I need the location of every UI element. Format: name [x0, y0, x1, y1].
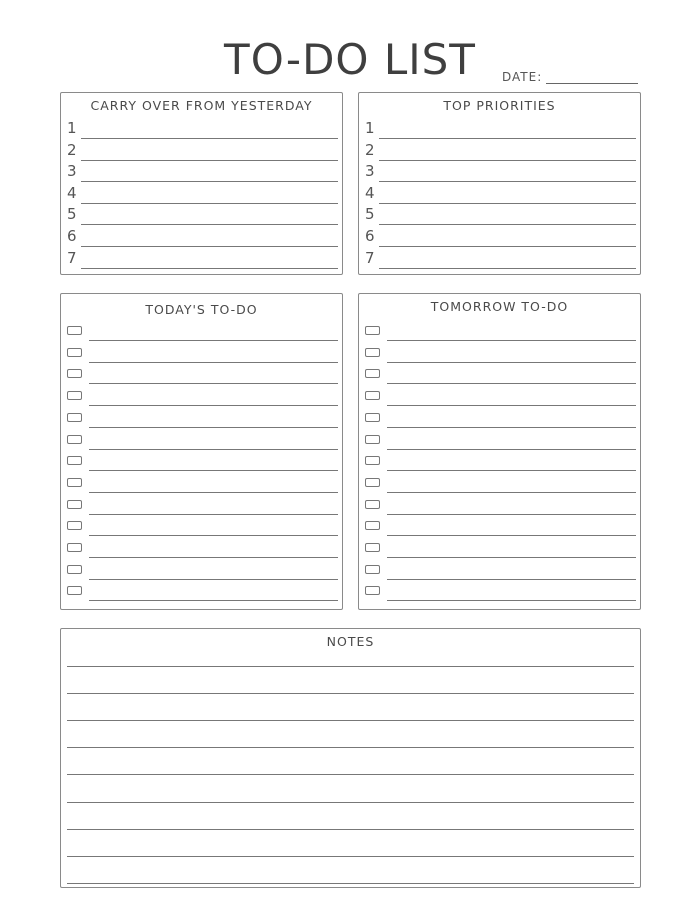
- task-line[interactable]: [89, 600, 338, 601]
- write-line[interactable]: [379, 224, 636, 225]
- task-line[interactable]: [89, 340, 338, 341]
- task-checkbox[interactable]: [67, 326, 82, 335]
- notes-line[interactable]: [67, 774, 634, 775]
- task-line[interactable]: [387, 470, 636, 471]
- task-line[interactable]: [387, 535, 636, 536]
- notes-line[interactable]: [67, 747, 634, 748]
- task-line[interactable]: [89, 383, 338, 384]
- todays-todo-section: [60, 293, 343, 610]
- carry-over-title: CARRY OVER FROM YESTERDAY: [90, 98, 313, 113]
- task-checkbox[interactable]: [67, 478, 82, 487]
- task-line[interactable]: [89, 427, 338, 428]
- write-line[interactable]: [81, 181, 338, 182]
- tomorrow-todo-title: TOMORROW TO-DO: [430, 299, 569, 314]
- date-line: [546, 71, 638, 84]
- task-checkbox[interactable]: [365, 521, 380, 530]
- date-label: DATE:: [502, 70, 543, 84]
- line-number: 6: [365, 227, 375, 245]
- task-checkbox[interactable]: [365, 326, 380, 335]
- task-line[interactable]: [89, 449, 338, 450]
- task-line[interactable]: [387, 492, 636, 493]
- notes-line[interactable]: [67, 883, 634, 884]
- write-line[interactable]: [81, 138, 338, 139]
- task-checkbox[interactable]: [67, 413, 82, 422]
- write-line[interactable]: [81, 160, 338, 161]
- task-checkbox[interactable]: [365, 456, 380, 465]
- task-checkbox[interactable]: [67, 586, 82, 595]
- task-line[interactable]: [387, 405, 636, 406]
- task-checkbox[interactable]: [365, 500, 380, 509]
- task-line[interactable]: [387, 383, 636, 384]
- task-line[interactable]: [387, 579, 636, 580]
- line-number: 6: [67, 227, 77, 245]
- line-number: 3: [67, 162, 77, 181]
- task-line[interactable]: [89, 405, 338, 406]
- task-checkbox[interactable]: [67, 500, 82, 509]
- task-checkbox[interactable]: [365, 391, 380, 400]
- task-line[interactable]: [89, 535, 338, 536]
- task-line[interactable]: [387, 427, 636, 428]
- task-line[interactable]: [89, 492, 338, 493]
- notes-line[interactable]: [67, 829, 634, 830]
- notes-line[interactable]: [67, 666, 634, 667]
- task-checkbox[interactable]: [67, 565, 82, 574]
- task-line[interactable]: [89, 557, 338, 558]
- task-line[interactable]: [387, 449, 636, 450]
- task-line[interactable]: [387, 340, 636, 341]
- line-number: 7: [365, 248, 375, 267]
- tomorrow-todo-section: [358, 293, 641, 610]
- task-checkbox[interactable]: [67, 435, 82, 444]
- task-line[interactable]: [89, 362, 338, 363]
- task-checkbox[interactable]: [365, 478, 380, 487]
- notes-line[interactable]: [67, 856, 634, 857]
- page-title: TO-DO LIST: [224, 35, 476, 84]
- task-checkbox[interactable]: [365, 586, 380, 595]
- line-number: 2: [365, 140, 375, 159]
- notes-line[interactable]: [67, 693, 634, 694]
- task-checkbox[interactable]: [67, 348, 82, 357]
- line-number: 7: [67, 248, 77, 267]
- notes-line[interactable]: [67, 720, 634, 721]
- task-checkbox[interactable]: [67, 369, 82, 378]
- line-number: 5: [67, 205, 77, 224]
- write-line[interactable]: [379, 268, 636, 269]
- task-line[interactable]: [387, 514, 636, 515]
- task-checkbox[interactable]: [365, 543, 380, 552]
- task-checkbox[interactable]: [67, 456, 82, 465]
- notes-line[interactable]: [67, 802, 634, 803]
- notes-section: [60, 628, 641, 888]
- write-line[interactable]: [379, 160, 636, 161]
- write-line[interactable]: [379, 203, 636, 204]
- task-line[interactable]: [89, 470, 338, 471]
- task-checkbox[interactable]: [365, 435, 380, 444]
- task-checkbox[interactable]: [67, 391, 82, 400]
- line-number: 1: [67, 119, 77, 137]
- task-line[interactable]: [387, 600, 636, 601]
- task-line[interactable]: [89, 514, 338, 515]
- notes-title: NOTES: [326, 634, 375, 649]
- date-field[interactable]: [502, 70, 638, 84]
- task-checkbox[interactable]: [365, 565, 380, 574]
- task-checkbox[interactable]: [67, 543, 82, 552]
- line-number: 3: [365, 162, 375, 181]
- task-checkbox[interactable]: [67, 521, 82, 530]
- write-line[interactable]: [379, 181, 636, 182]
- todays-todo-title: TODAY'S TO-DO: [145, 302, 258, 317]
- line-number: 4: [67, 183, 77, 202]
- line-number: 2: [67, 140, 77, 159]
- write-line[interactable]: [81, 268, 338, 269]
- task-line[interactable]: [89, 579, 338, 580]
- carry-over-section: [60, 92, 343, 275]
- task-checkbox[interactable]: [365, 413, 380, 422]
- task-line[interactable]: [387, 362, 636, 363]
- write-line[interactable]: [379, 246, 636, 247]
- line-number: 4: [365, 183, 375, 202]
- task-line[interactable]: [387, 557, 636, 558]
- write-line[interactable]: [81, 203, 338, 204]
- write-line[interactable]: [379, 138, 636, 139]
- task-checkbox[interactable]: [365, 348, 380, 357]
- top-priorities-title: TOP PRIORITIES: [443, 98, 556, 113]
- top-priorities-section: [358, 92, 641, 275]
- write-line[interactable]: [81, 224, 338, 225]
- line-number: 1: [365, 119, 375, 137]
- task-checkbox[interactable]: [365, 369, 380, 378]
- line-number: 5: [365, 205, 375, 224]
- write-line[interactable]: [81, 246, 338, 247]
